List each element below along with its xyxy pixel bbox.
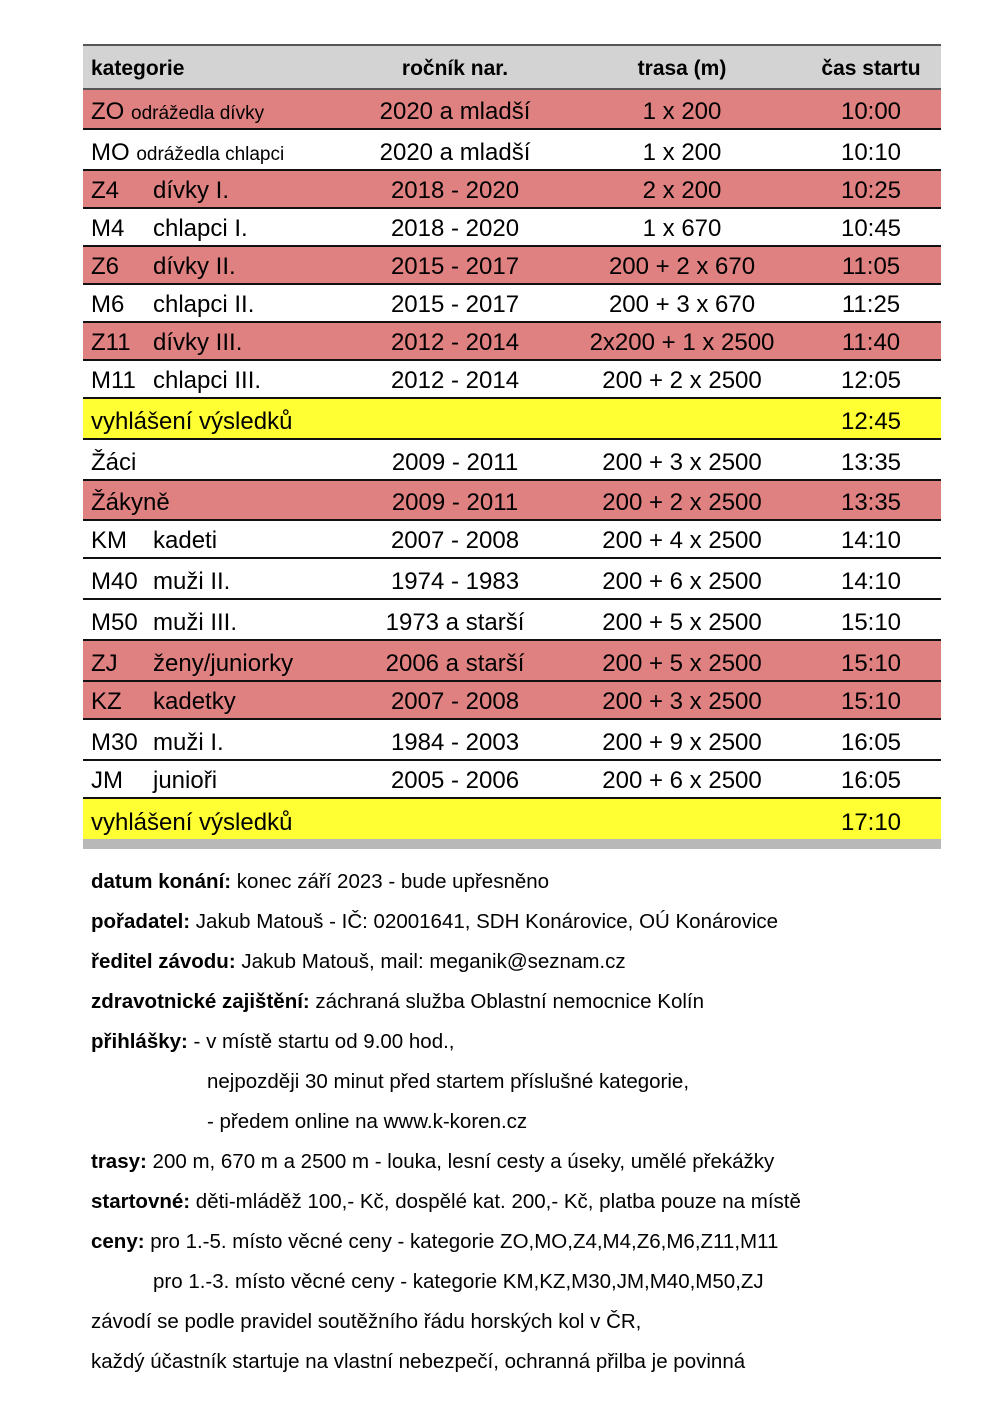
row-label: vyhlášení výsledků xyxy=(91,408,293,435)
row-category: ZO odrážedla dívky xyxy=(91,98,265,125)
table-row: ZJ ženy/juniorky 2006 a starší 200 + 5 x 2500 15:10 xyxy=(83,641,941,682)
table-row: M6 chlapci II. 2015 - 2017 200 + 3 x 670 11:25 xyxy=(83,285,941,323)
row-category: M4 chlapci I. xyxy=(91,215,248,242)
event-info xyxy=(91,862,961,1382)
table-row: M11 chlapci III. 2012 - 2014 200 + 2 x 2500 12:05 xyxy=(83,361,941,399)
info-routes: trasy: 200 m, 670 m a 2500 m - louka, lesní cesty a úseky, umělé překážky xyxy=(91,1150,775,1173)
results-announcement-row: vyhlášení výsledků 12:45 xyxy=(83,399,941,440)
info-rules: závodí se podle pravidel soutěžního řádu horských kol v ČR, xyxy=(91,1310,642,1333)
table-row: KZ kadetky 2007 - 2008 200 + 3 x 2500 15:10 xyxy=(83,682,941,720)
info-rules-line2: každý účastník startuje na vlastní nebezpečí, ochranná přilba je povinná xyxy=(91,1350,746,1373)
table-row: ZO odrážedla dívky 2020 a mladší 1 x 200 10:00 xyxy=(83,90,941,130)
info-entry-fee: startovné: děti-mláděž 100,- Kč, dospělé kat. 200,- Kč, platba pouze na místě xyxy=(91,1190,801,1213)
row-category: M6 chlapci II. xyxy=(91,291,255,318)
info-registration-line3: - předem online na www.k-koren.cz xyxy=(207,1110,528,1133)
info-organizer: pořadatel: Jakub Matouš - IČ: 02001641, SDH Konárovice, OÚ Konárovice xyxy=(91,910,779,933)
row-category: KM kadeti xyxy=(91,527,218,554)
row-category: KZ kadetky xyxy=(91,688,236,715)
row-category: M30 muži I. xyxy=(91,729,224,756)
table-row: M30 muži I. 1984 - 2003 200 + 9 x 2500 16:05 xyxy=(83,720,941,761)
row-category: Z6 dívky II. xyxy=(91,253,236,280)
row-category: Z4 dívky I. xyxy=(91,177,230,204)
results-announcement-row: vyhlášení výsledků 17:10 xyxy=(83,799,941,839)
row-category: M40 muži II. xyxy=(91,568,231,595)
row-category: JM junioři xyxy=(91,767,218,794)
table-row: M4 chlapci I. 2018 - 2020 1 x 670 10:45 xyxy=(83,209,941,247)
table-header: kategorie ročník nar. trasa (m) čas startu xyxy=(83,44,941,90)
header-kategorie: kategorie xyxy=(91,57,185,80)
info-registration: přihlášky: - v místě startu od 9.00 hod., xyxy=(91,1030,455,1053)
row-category: M11 chlapci III. xyxy=(91,367,262,394)
table-row: Z11 dívky III. 2012 - 2014 2x200 + 1 x 2500 11:40 xyxy=(83,323,941,361)
info-race-director: ředitel závodu: Jakub Matouš, mail: meganik@seznam.cz xyxy=(91,950,626,973)
row-label: vyhlášení výsledků xyxy=(91,809,293,836)
row-category: Z11 dívky III. xyxy=(91,329,243,356)
row-label: Žákyně xyxy=(91,489,170,516)
info-date: datum konání: konec září 2023 - bude upřesněno xyxy=(91,870,550,893)
info-registration-line2: nejpozději 30 minut před startem příslušné kategorie, xyxy=(207,1070,690,1093)
table-row: Žáci 2009 - 2011 200 + 3 x 2500 13:35 xyxy=(83,440,941,481)
table-bottom-bar xyxy=(83,839,941,849)
schedule-table xyxy=(83,44,941,849)
table-row: M50 muži III. 1973 a starší 200 + 5 x 2500 15:10 xyxy=(83,600,941,641)
row-category: MO odrážedla chlapci xyxy=(91,139,285,166)
row-category: ZJ ženy/juniorky xyxy=(91,650,294,677)
info-prizes-line2: pro 1.-3. místo věcné ceny - kategorie KM,KZ,M30,JM,M40,M50,ZJ xyxy=(153,1270,764,1293)
table-row: JM junioři 2005 - 2006 200 + 6 x 2500 16:05 xyxy=(83,761,941,799)
table-row: Z6 dívky II. 2015 - 2017 200 + 2 x 670 11:05 xyxy=(83,247,941,285)
table-row: Žákyně 2009 - 2011 200 + 2 x 2500 13:35 xyxy=(83,481,941,521)
row-label: Žáci xyxy=(91,449,137,476)
info-prizes: ceny: pro 1.-5. místo věcné ceny - kategorie ZO,MO,Z4,M4,Z6,M6,Z11,M11 xyxy=(91,1230,779,1253)
row-category: M50 muži III. xyxy=(91,609,238,636)
table-row: MO odrážedla chlapci 2020 a mladší 1 x 200 10:10 xyxy=(83,130,941,171)
info-medical: zdravotnické zajištění: záchraná služba Oblastní nemocnice Kolín xyxy=(91,990,705,1013)
table-row: Z4 dívky I. 2018 - 2020 2 x 200 10:25 xyxy=(83,171,941,209)
table-row: M40 muži II. 1974 - 1983 200 + 6 x 2500 14:10 xyxy=(83,559,941,600)
table-row: KM kadeti 2007 - 2008 200 + 4 x 2500 14:10 xyxy=(83,521,941,559)
